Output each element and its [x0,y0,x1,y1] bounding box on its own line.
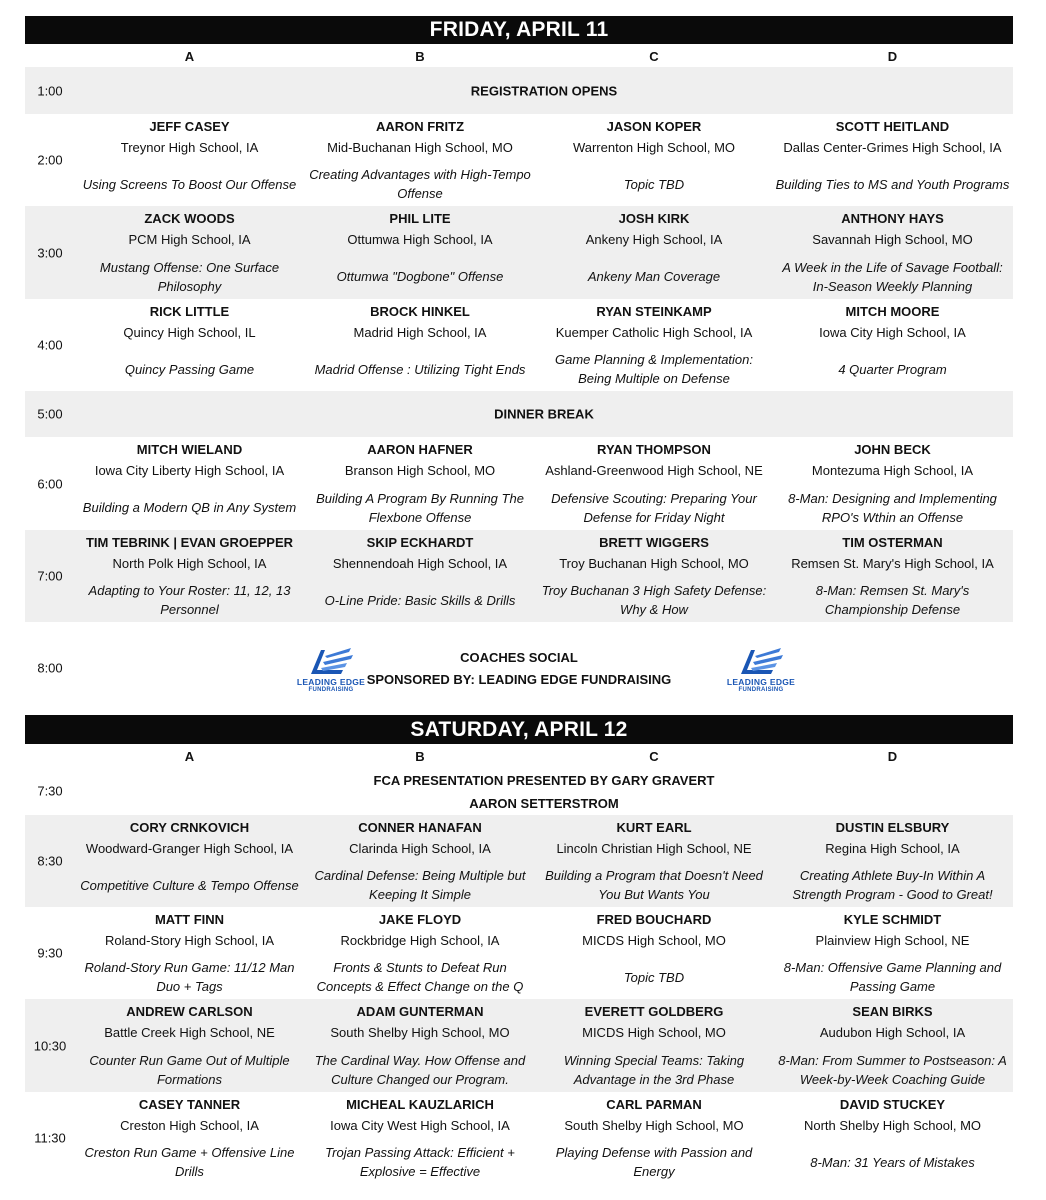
leading-edge-logo-icon [711,644,811,678]
session-cell [536,437,772,530]
session-cell [304,114,536,206]
session-cell [536,1092,772,1184]
column-header-b: B [415,749,425,764]
speaker-school: North Polk High School, IA [112,556,267,571]
session-topic: Creating Advantages with High-Tempo Offense [309,167,531,201]
session-cell [772,907,1013,999]
session-topic: Topic TBD [623,176,685,192]
time-label: 7:00 [37,568,63,584]
session-cell [536,530,772,622]
session-cell [75,907,304,999]
speaker-name: MITCH MOORE [845,304,940,319]
session-cell [304,1092,536,1184]
session-topic: Trojan Passing Attack: Efficient + Explosive = Effective [325,1145,515,1179]
speaker-name: EVERETT GOLDBERG [584,1004,724,1019]
time-label: 1:00 [37,83,63,98]
session-cell [304,530,536,622]
leading-edge-logo: LEADING EDGE FUNDRAISING [711,644,811,694]
session-cell [772,815,1013,907]
session-cell [304,206,536,299]
speaker-name: KYLE SCHMIDT [843,912,942,927]
speaker-school: Montezuma High School, IA [811,463,974,478]
speaker-school: South Shelby High School, MO [564,1118,744,1133]
speaker-school: Quincy High School, IL [123,325,256,340]
session-topic: Competitive Culture & Tempo Offense [80,877,299,893]
time-label: 10:30 [33,1038,67,1053]
speaker-school: Dallas Center-Grimes High School, IA [783,140,1002,155]
column-header-b: B [415,49,425,64]
schedule-row [25,999,1013,1092]
session-cell [75,530,304,622]
session-cell [536,815,772,907]
speaker-name: AARON FRITZ [375,119,465,134]
session-topic: Madrid Offense : Utilizing Tight Ends [314,361,526,377]
time-label: 8:30 [37,853,63,869]
session-cell [772,299,1013,391]
schedule-row [25,391,1013,437]
speaker-name: JOHN BECK [854,442,931,457]
speaker-school: Ottumwa High School, IA [347,232,493,247]
session-topic: 4 Quarter Program [838,361,947,377]
session-cell [536,299,772,391]
session-topic: Creston Run Game + Offensive Line Drills [84,1145,295,1179]
speaker-name: CARL PARMAN [606,1097,702,1112]
time-label: 5:00 [37,406,63,422]
session-topic: Using Screens To Boost Our Offense [82,176,297,192]
speaker-school: Ankeny High School, IA [585,232,723,247]
schedule-row [25,530,1013,622]
session-cell [536,907,772,999]
session-cell [75,437,304,530]
speaker-school: Clarinda High School, IA [349,841,491,856]
speaker-name: AARON HAFNER [367,442,473,457]
speaker-name: JASON KOPER [606,119,702,134]
schedule-row [25,815,1013,907]
speaker-name: MICHEAL KAUZLARICH [346,1097,494,1112]
speaker-name: BRETT WIGGERS [599,535,709,550]
session-topic: Topic TBD [623,969,685,985]
session-topic: Winning Special Teams: Taking Advantage in the 3rd Phase [563,1052,745,1087]
session-topic: A Week in the Life of Savage Football: In-Season Weekly Planning [782,259,1003,294]
speaker-name: ZACK WOODS [144,211,235,226]
speaker-school: Warrenton High School, MO [572,140,736,155]
fca-presentation: FCA PRESENTATION PRESENTED BY GARY GRAVERT AARON SETTERSTROM [373,773,715,811]
speaker-school: Treynor High School, IA [120,140,259,155]
speaker-school: Branson High School, MO [344,463,496,478]
time-label: 2:00 [37,152,63,168]
speaker-school: South Shelby High School, MO [330,1025,510,1040]
session-cell [75,1092,304,1184]
column-header-d: D [887,749,898,764]
schedule-row [25,437,1013,530]
session-topic: 8-Man: Offensive Game Planning and Passing Game [783,960,1002,994]
speaker-name: JEFF CASEY [149,119,230,134]
speaker-school: Iowa City High School, IA [819,325,966,340]
session-topic: Creating Athlete Buy-In Within A Strength Program - Good to Great! [792,868,993,902]
session-cell [75,815,304,907]
session-topic: Roland-Story Run Game: 11/12 Man Duo + Tags [84,960,295,994]
session-topic: O-Line Pride: Basic Skills & Drills [324,592,516,608]
session-topic: Counter Run Game Out of Multiple Formations [89,1052,290,1087]
speaker-name: MATT FINN [154,912,225,927]
speaker-school: Roland-Story High School, IA [104,933,275,948]
column-header-a: A [184,749,195,764]
speaker-name: ANTHONY HAYS [841,211,944,226]
speaker-school: Mid-Buchanan High School, MO [327,140,513,155]
speaker-name: RICK LITTLE [149,304,230,319]
speaker-school: North Shelby High School, MO [803,1118,982,1133]
time-label: 11:30 [34,1130,66,1146]
speaker-school: MICDS High School, MO [582,1025,726,1040]
session-topic: Cardinal Defense: Being Multiple but Keeping It Simple [314,868,526,902]
friday-header: FRIDAY, APRIL 11 [25,16,1013,44]
session-topic: Building a Program that Doesn't Need You But Wants You [545,868,763,902]
speaker-name: DUSTIN ELSBURY [835,820,950,835]
session-cell [772,530,1013,622]
speaker-school: Savannah High School, MO [812,232,973,247]
column-header-c: C [649,49,659,64]
speaker-school: Audubon High School, IA [819,1025,966,1040]
speaker-name: TIM OSTERMAN [842,535,943,550]
leading-edge-logo: LEADING EDGE FUNDRAISING [281,644,381,694]
session-cell [75,114,304,206]
speaker-school: Troy Buchanan High School, MO [559,556,749,571]
speaker-name: RYAN STEINKAMP [596,304,712,319]
speaker-school: Creston High School, IA [120,1118,259,1133]
schedule-row [25,1092,1013,1184]
column-header-c: C [649,749,659,764]
speaker-name: CORY CRNKOVICH [129,820,250,835]
session-topic: Ankeny Man Coverage [587,269,721,284]
session-topic: Defensive Scouting: Preparing Your Defense for Friday Night [551,490,757,525]
speaker-name: SKIP ECKHARDT [366,535,474,550]
session-topic: Quincy Passing Game [124,361,255,377]
session-cell [772,114,1013,206]
schedule-row [25,767,1013,815]
dinner-break: DINNER BREAK [494,406,594,422]
session-cell [304,815,536,907]
speaker-school: Lincoln Christian High School, NE [556,841,752,856]
session-cell [772,206,1013,299]
session-topic: Game Planning & Implementation: Being Multiple on Defense [555,352,753,386]
column-header-d: D [887,49,898,64]
speaker-school: Iowa City West High School, IA [330,1118,510,1133]
session-topic: Building A Program By Running The Flexbone Offense [316,490,524,525]
speaker-name: ANDREW CARLSON [126,1004,253,1019]
speaker-school: Iowa City Liberty High School, IA [94,463,285,478]
schedule-row [25,907,1013,999]
session-cell [772,437,1013,530]
schedule-row [25,299,1013,391]
session-cell [536,206,772,299]
time-label: 9:30 [37,945,63,961]
speaker-school: Kuemper Catholic High School, IA [555,325,753,340]
session-cell [772,1092,1013,1184]
schedule-row [25,114,1013,206]
speaker-name: TIM TEBRINK | EVAN GROEPPER [85,535,294,550]
column-header-a: A [184,49,195,64]
session-topic: Troy Buchanan 3 High Safety Defense: Why & How [541,583,767,617]
speaker-name: BROCK HINKEL [370,304,470,319]
speaker-school: Regina High School, IA [825,841,960,856]
session-cell [772,999,1013,1092]
speaker-name: ADAM GUNTERMAN [356,1004,484,1019]
speaker-name: CONNER HANAFAN [358,820,482,835]
speaker-school: Shennendoah High School, IA [332,556,508,571]
speaker-school: Ashland-Greenwood High School, NE [545,463,763,478]
coaches-social-row [25,622,1013,714]
session-cell [536,999,772,1092]
session-cell [304,299,536,391]
time-label: 7:30 [37,783,63,799]
schedule-row [25,206,1013,299]
session-topic: 8-Man: From Summer to Postseason: A Week-by-Week Coaching Guide [778,1052,1007,1087]
speaker-school: Plainview High School, NE [815,933,970,948]
speaker-name: FRED BOUCHARD [596,912,712,927]
session-cell [304,907,536,999]
speaker-name: RYAN THOMPSON [597,442,711,457]
speaker-school: Remsen St. Mary's High School, IA [791,556,994,571]
session-topic: 8-Man: Remsen St. Mary's Championship Defense [815,583,970,617]
speaker-name: MITCH WIELAND [136,442,243,457]
speaker-school: Battle Creek High School, NE [104,1025,275,1040]
speaker-name: JOSH KIRK [618,211,690,226]
time-label: 8:00 [37,660,63,676]
session-topic: Ottumwa "Dogbone" Offense [336,269,504,284]
session-cell [75,206,304,299]
session-topic: The Cardinal Way. How Offense and Culture Changed our Program. [314,1052,526,1087]
speaker-school: MICDS High School, MO [582,933,726,948]
session-topic: Mustang Offense: One Surface Philosophy [99,259,280,294]
session-cell [75,999,304,1092]
coaches-social-title: COACHES SOCIAL [460,650,578,665]
session-topic: 8-Man: 31 Years of Mistakes [810,1154,975,1170]
speaker-name: KURT EARL [616,820,692,835]
session-topic: Adapting to Your Roster: 11, 12, 13 Personnel [88,583,291,617]
session-topic: Playing Defense with Passion and Energy [555,1145,753,1179]
speaker-school: Madrid High School, IA [353,325,487,340]
time-label: 3:00 [37,245,63,260]
session-cell [536,114,772,206]
coaches-social-sponsor: SPONSORED BY: LEADING EDGE FUNDRAISING [366,672,672,687]
speaker-school: Rockbridge High School, IA [340,933,500,948]
session-topic: Building a Modern QB in Any System [82,500,297,515]
speaker-school: Woodward-Granger High School, IA [85,841,294,856]
session-cell [304,999,536,1092]
saturday-header: SATURDAY, APRIL 12 [25,715,1013,744]
session-topic: 8-Man: Designing and Implementing RPO's Wthin an Offense [788,490,997,525]
speaker-name: PHIL LITE [389,211,451,226]
registration-opens: REGISTRATION OPENS [470,83,618,98]
time-label: 6:00 [37,476,63,491]
schedule-row [25,67,1013,114]
session-topic: Building Ties to MS and Youth Programs [775,176,1010,192]
session-cell [75,299,304,391]
session-cell [304,437,536,530]
speaker-name: JAKE FLOYD [378,912,462,927]
speaker-name: DAVID STUCKEY [839,1097,946,1112]
session-topic: Fronts & Stunts to Defeat Run Concepts & Effect Change on the Q [316,960,524,994]
speaker-school: PCM High School, IA [128,232,251,247]
speaker-name: SCOTT HEITLAND [835,119,950,134]
speaker-name: CASEY TANNER [138,1097,241,1112]
speaker-name: SEAN BIRKS [852,1004,933,1019]
time-label: 4:00 [37,337,63,353]
